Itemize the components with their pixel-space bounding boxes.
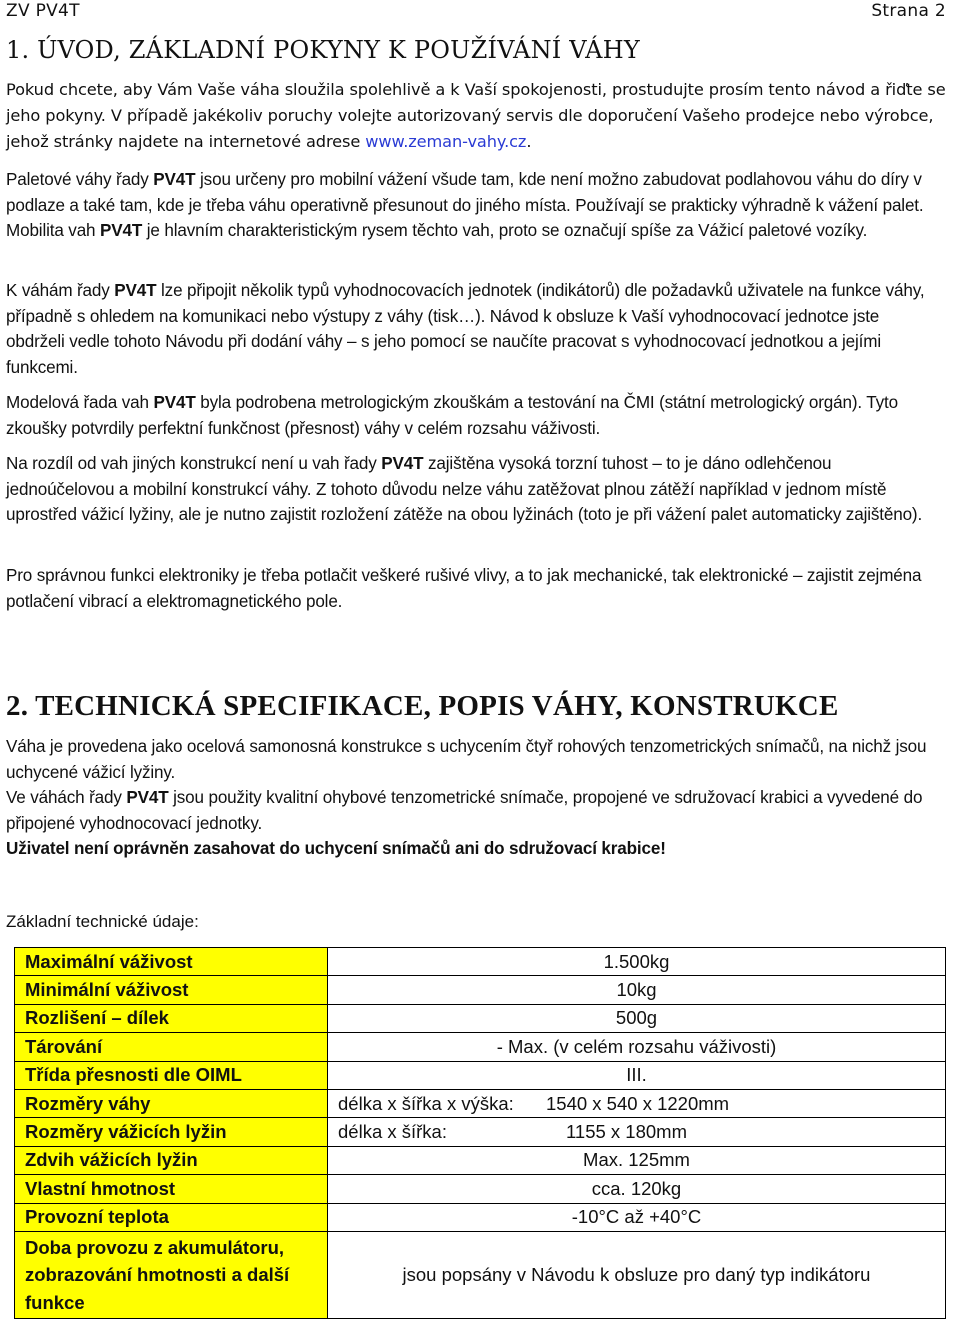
table-caption: Základní technické údaje: [6,912,199,931]
spec-label-line: funkce [25,1291,85,1313]
spec-row [15,1203,946,1231]
spec-value-prefix: délka x šířka: [338,1121,447,1143]
spec-table [14,947,946,1319]
spec-row [15,1004,946,1032]
spec-label: Rozlišení – dílek [15,1004,328,1032]
spec-label: Rozměry váhy [15,1089,328,1117]
spec-label-line: zobrazování hmotnosti a další [25,1264,290,1286]
section1-paragraph-5 [6,451,941,528]
spec-label: Maximální váživost [15,948,328,976]
spec-value-text: 1155 x 180mm [566,1121,687,1143]
page-header [6,0,946,26]
spec-label [15,1231,328,1319]
text: Ve váhách řady [6,788,127,807]
model-name: PV4T [153,393,196,412]
section2-paragraph-1: Váha je provedena jako ocelová samonosná konstrukce s uchycením čtyř rohových tenzometrických snímačů, na nichž jsou uchycené vážicí lyžiny. [6,737,927,782]
section2-title: 2. TECHNICKÁ SPECIFIKACE, POPIS VÁHY, KONSTRUKCE [6,690,839,722]
spec-value: cca. 120kg [328,1175,946,1203]
spec-value: 10kg [328,976,946,1004]
text: je hlavním charakteristickým rysem těchto vah, proto se označují spíše za Vážicí paletové vozíky. [142,221,868,240]
spec-label: Minimální váživost [15,976,328,1004]
spec-value-text: 1540 x 540 x 1220mm [546,1092,730,1114]
spec-row [15,1061,946,1089]
text: jsou určeny pro mobilní vážení všude tam, kde není možno zabudovat podlahovou váhu do díry v podlaze a také tam, kde je třeba váhu operativně přesunout do jiného místa. Používají se prakticky výhradně k vážení palet. Mobilita vah [6,170,924,240]
section1-paragraph-2 [6,167,952,244]
spec-label: Zdvih vážicích lyžin [15,1146,328,1174]
section1-intro [6,77,956,155]
spec-label: Tárování [15,1033,328,1061]
spec-value: 1.500kg [328,948,946,976]
spec-row [15,1146,946,1174]
model-name: PV4T [114,281,157,300]
spec-label-line: Doba provozu z akumulátoru, [25,1236,285,1258]
section1-paragraph-3 [6,278,936,380]
section1-title: 1. ÚVOD, ZÁKLADNÍ POKYNY K POUŽÍVÁNÍ VÁHY [6,36,640,64]
header-doc-code: ZV PV4T [6,1,80,21]
text: lze připojit několik typů vyhodnocovacích jednotek (indikátorů) dle požadavků uživatele na funkce váhy, případně s ohledem na komunikaci nebo výstupy z váhy (tisk…). Návod k obsluze k Vaší vyhodnocovací jednotce jste obdrželi vedle tohoto Návodu při dodání váhy – s jeho pomocí se naučíte pracovat s vyhodnocovací jednotkou a jejími funkcemi. [6,281,925,377]
model-name: PV4T [381,454,424,473]
section2-paragraph-2 [6,785,956,836]
text: Paletové váhy řady [6,170,154,189]
spec-value: - Max. (v celém rozsahu váživosti) [328,1033,946,1061]
spec-label: Vlastní hmotnost [15,1175,328,1203]
spec-value-prefix: délka x šířka x výška: [338,1092,514,1114]
spec-row [15,1231,946,1319]
text: byla podrobena metrologickým zkouškám a testování na ČMI (státní metrologický orgán). Tyto zkoušky potvrdily perfektní funkčnost (přesnost) váhy v celém rozsahu váživosti. [6,393,899,438]
website-link[interactable]: www.zeman-vahy.cz [365,132,527,151]
spec-label: Provozní teplota [15,1203,328,1231]
spec-value: 500g [328,1004,946,1032]
section1-paragraph-4 [6,390,916,441]
spec-value: Max. 125mm [328,1146,946,1174]
spec-value: jsou popsány v Návodu k obsluze pro daný typ indikátoru [328,1231,946,1319]
text: K váhám řady [6,281,115,300]
section2-warning: Uživatel není oprávněn zasahovat do uchycení snímačů ani do sdružovací krabice! [6,839,666,858]
text: zajištěna vysoká torzní tuhost – to je dáno odlehčenou jednoúčelovou a mobilní konstrukcí váhy. Z tohoto důvodu nelze váhu zatěžovat plnou zátěží například v jednom místě uprostřed vážicí lyžiny, ale je nutno zajistit rozložení zátěže na obou lyžinách (toto je při vážení palet automaticky zajištěno). [6,454,923,524]
spec-value: -10°C až +40°C [328,1203,946,1231]
spec-row [15,1118,946,1146]
spec-value: III. [328,1061,946,1089]
spec-row [15,1033,946,1061]
intro-text: Pokud chcete, aby Vám Vaše váha sloužila spolehlivě a k Vaší spokojenosti, prostudujte prosím tento návod a řiďte se jeho pokyny. V případě jakékoliv poruchy volejte autorizovaný servis dle doporučení Vašeho prodejce nebo výrobce, jehož stránky najdete na internetové adrese [6,80,946,151]
spec-row [15,976,946,1004]
spec-row [15,1089,946,1117]
text: Modelová řada vah [6,393,154,412]
text: Na rozdíl od vah jiných konstrukcí není u vah řady [6,454,382,473]
model-name: PV4T [100,221,143,240]
spec-row [15,948,946,976]
header-page-number: Strana 2 [871,1,946,21]
spec-label: Třída přesnosti dle OIML [15,1061,328,1089]
text: jsou použity kvalitní ohybové tenzometrické snímače, propojené ve sdružovací krabici a vyvedené do připojené vyhodnocovací jednotky. [6,788,923,833]
model-name: PV4T [153,170,196,189]
spec-row [15,1175,946,1203]
spec-value [328,1118,946,1146]
spec-label: Rozměry vážicích lyžin [15,1118,328,1146]
intro-end: . [526,132,532,151]
section1-paragraph-6: Pro správnou funkci elektroniky je třeba potlačit veškeré rušivé vlivy, a to jak mechanické, tak elektronické – zajistit zejména potlačení vibrací a elektromagnetického pole. [6,566,922,611]
spec-value [328,1089,946,1117]
model-name: PV4T [126,788,169,807]
